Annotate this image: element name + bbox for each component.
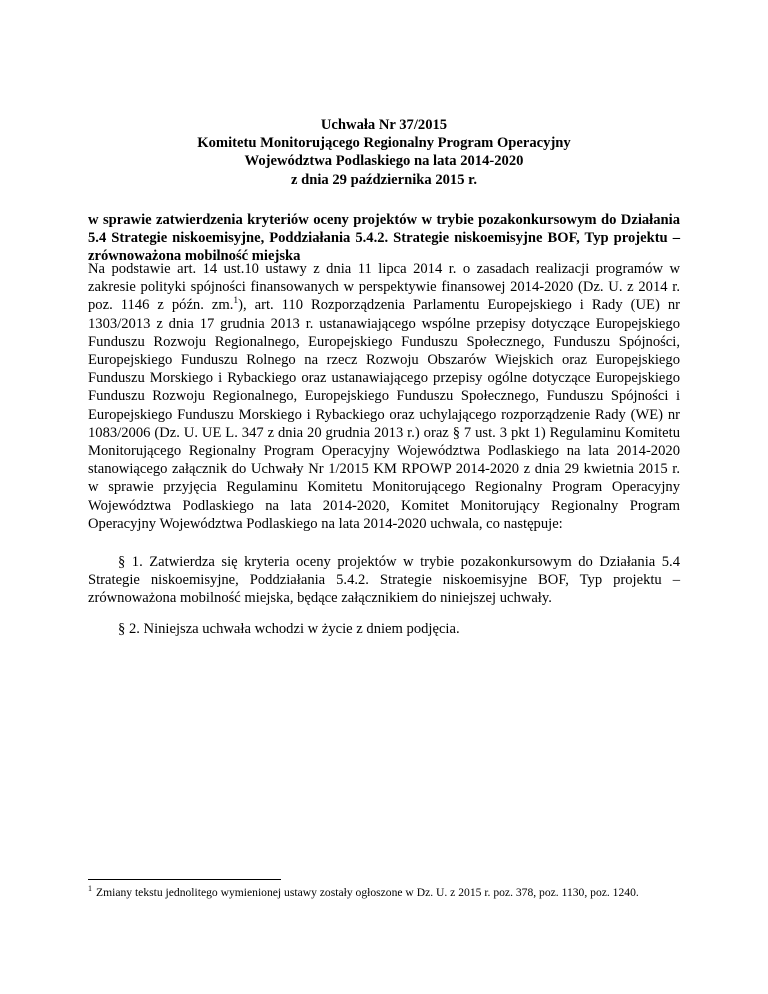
footnote-text: Zmiany tekstu jednolitego wymienionej ustawy zostały ogłoszone w Dz. U. z 2015 r. poz. 378, poz. 1130, poz. 1240. <box>96 886 639 899</box>
resolution-subject: w sprawie zatwierdzenia kryteriów oceny projektów w trybie pozakonkursowym do Działania 5.4 Strategie niskoemisyjne, Poddziałania 5.4.2. Strategie niskoemisyjne BOF, Typ projektu – zrównoważona mobilność miejska <box>88 212 680 265</box>
program-name: Województwa Podlaskiego na lata 2014-2020 <box>244 153 524 170</box>
footnote <box>88 886 680 901</box>
preamble-part-1: Na podstawie art. 14 ust.10 ustawy z dnia 11 lipca 2014 r. o zasadach realizacji programów w zakresie polityki spójności finansowanych w perspektywie finansowej 2014-2020 (Dz. U. z 2014 r. poz. 1146 z późn. zm. <box>88 261 680 314</box>
footnote-reference: 1 <box>233 296 239 307</box>
resolution-date: z dnia 29 października 2015 r. <box>291 171 477 188</box>
resolution-header <box>88 116 680 189</box>
footnote-divider <box>88 879 281 880</box>
section-1-paragraph: § 1. Zatwierdza się kryteria oceny projektów w trybie pozakonkursowym do Działania 5.4 Strategie niskoemisyjne, Poddziałania 5.4.2. Strategie niskoemisyjne BOF, Typ projektu – zrównoważona mobilność miejska, będące załącznikiem do niniejszej uchwały. <box>88 554 680 607</box>
section-2-paragraph: § 2. Niniejsza uchwała wchodzi w życie z dniem podjęcia. <box>118 621 460 637</box>
preamble-part-2: ), art. 110 Rozporządzenia Parlamentu Europejskiego i Rady (UE) nr 1303/2013 z dnia 17 grudnia 2013 r. ustanawiającego wspólne przepisy dotyczące Europejskiego Funduszu Rozwoju Regionalnego, Europejskiego Funduszu Społecznego, Funduszu Spójności, Europejskiego Funduszu Rolnego na rzecz Rozwoju Obszarów Wiejskich oraz Europejskiego Funduszu Morskiego i Rybackiego oraz ustanawiającego przepisy ogólne dotyczące Europejskiego Funduszu Rozwoju Regionalnego, Europejskiego Funduszu Społecznego, Funduszu Spójności i Europejskiego Funduszu Morskiego i Rybackiego oraz uchylającego rozporządzenie Rady (WE) nr 1083/2006 (Dz. U. UE L. 347 z dnia 20 grudnia 2013 r.) oraz § 7 ust. 3 pkt 1) Regulaminu Komitetu Monitorującego Regionalny Program Operacyjny Województwa Podlaskiego na lata 2014-2020 stanowiącego załącznik do Uchwały Nr 1/2015 KM RPOWP 2014-2020 z dnia 29 kwietnia 2015 r. w sprawie przyjęcia Regulaminu Komitetu Monitorującego Regionalny Program Operacyjny Województwa Podlaskiego na lata 2014-2020, Komitet Monitorujący Regionalny Program Operacyjny Województwa Podlaskiego na lata 2014-2020 uchwala, co następuje: <box>88 297 680 532</box>
document-page <box>88 0 680 994</box>
committee-name: Komitetu Monitorującego Regionalny Program Operacyjny <box>197 135 571 152</box>
legal-basis-preamble <box>88 260 680 533</box>
footnote-mark: 1 <box>88 884 92 894</box>
resolution-number: Uchwała Nr 37/2015 <box>320 117 448 133</box>
